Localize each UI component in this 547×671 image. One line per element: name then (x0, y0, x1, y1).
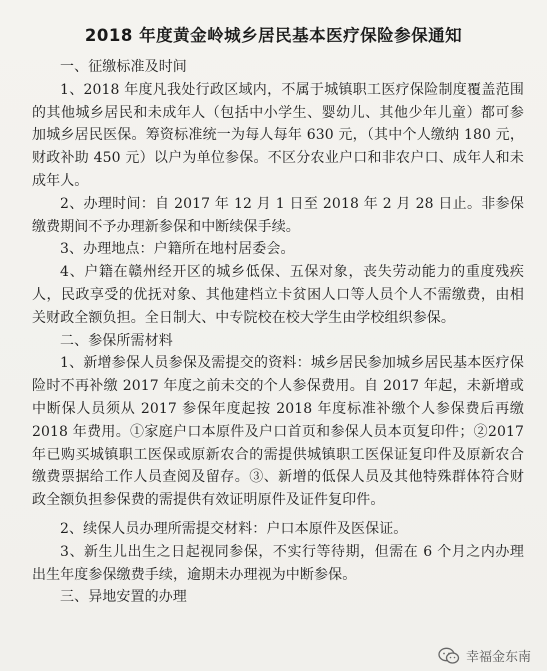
section-heading-2: 二、参保所需材料 (60, 332, 173, 349)
document-body (32, 56, 524, 609)
paragraph: 3、新生儿出生之日起视同参保，不实行等待期，但需在 6 个月之内办理出生年度参保缴费手续，逾期未办理视为中断参保。 (32, 543, 524, 583)
document-title: 2018 年度黄金岭城乡居民基本医疗保险参保通知 (84, 26, 463, 45)
paragraph: 2、续保人员办理所需提交材料：户口本原件及医保证。 (60, 520, 408, 537)
paragraph: 3、办理地点：户籍所在地村居委会。 (60, 241, 295, 258)
paragraph: 1、新增参保人员参保及需提交的资料：城乡居民参加城乡居民基本医疗保险时不再补缴 2017 年度之前未交的个人参保费用。自 2017 年起，未新增或中断保人员须从 2017 参保年度起按 2018 年度标准补缴个人参保费后再缴 2018 年费用。①家庭户口本原件及户口首页和参保人员本页复印件；②2017 年已购买城镇职工医保或原新农合的需提供城镇职工医保证复印件及原新农合缴费票据给工作人员查阅及留存。③、新增的低保人员及其他特殊群体符合财政全额负担参保费的需提供有效证明原件及证件复印件。 (32, 355, 524, 509)
section-heading-3: 三、异地安置的办理 (60, 589, 187, 606)
wechat-icon (438, 647, 460, 665)
paragraph: 4、户籍在赣州经开区的城乡低保、五保对象，丧失劳动能力的重度残疾人，民政享受的优抚对象、其他建档立卡贫困人口等人员个人不需缴费，由相关财政全额负担。全日制大、中专院校在校大学生由学校组织参保。 (32, 264, 524, 326)
section-heading-1: 一、征缴标准及时间 (60, 59, 187, 75)
paragraph: 2、办理时间：自 2017 年 12 月 1 日至 2018 年 2 月 28 日止。非参保缴费期间不予办理新参保和中断续保手续。 (32, 195, 524, 235)
wechat-watermark (438, 646, 531, 665)
watermark-text: 幸福金东南 (465, 650, 531, 665)
paragraph: 1、2018 年度凡我处行政区域内，不属于城镇职工医疗保险制度覆盖范围的其他城乡居民和未成年人（包括中小学生、婴幼儿、其他少年儿童）都可参加城乡居民医保。筹资标准统一为每人每年 630 元，（其中个人缴纳 180 元，财政补助 450 元）以户为单位参保。不区分农业户口和非农户口、成年人和未成年人。 (32, 81, 524, 189)
